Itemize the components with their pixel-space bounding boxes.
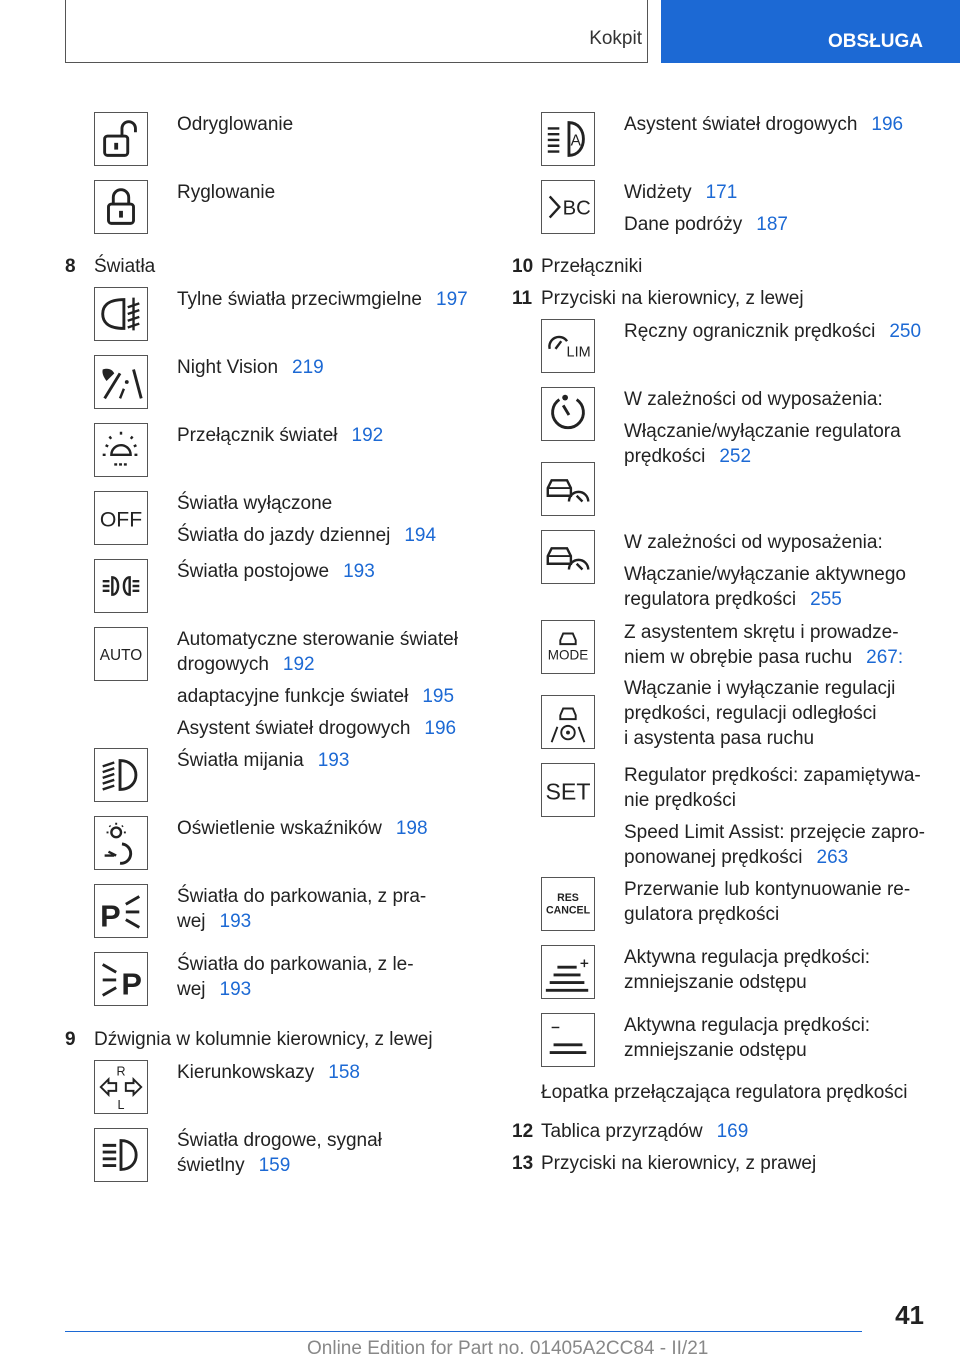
page-ref: 196: [871, 114, 904, 135]
section-heading: Tablica przyrządów 169: [541, 1121, 749, 1142]
item-label: Aktywna regulacja prędkości:: [624, 947, 871, 968]
page-ref: 193: [343, 561, 375, 582]
item-label: Światła do parkowania, z le-: [177, 954, 414, 975]
page-ref: 192: [351, 425, 384, 446]
bc-label: BC: [562, 197, 591, 220]
item-label: Aktywna regulacja prędkości:: [624, 1015, 871, 1036]
item-label: Przełącznik świateł 192: [177, 425, 384, 446]
item-label: nie prędkości: [624, 790, 736, 811]
item-label: Włączanie i wyłączanie regulacji: [624, 678, 896, 699]
item-label: Asystent świateł drogowych 196: [177, 718, 457, 739]
item-label: wej 193: [177, 911, 252, 932]
cancel-label: CANCEL: [545, 904, 591, 917]
item-number: 9: [65, 1029, 76, 1050]
lights-off-icon: [94, 491, 148, 545]
page-ref: 193: [317, 750, 350, 771]
mode-label: MODE: [547, 647, 589, 663]
page-ref: 158: [328, 1062, 360, 1083]
page-ref: 198: [395, 818, 428, 839]
page-ref: 195: [422, 686, 455, 707]
driving-assistant-icon: [541, 695, 595, 749]
item-label: Widżety 171: [624, 182, 738, 203]
page-ref: 252: [719, 446, 752, 467]
item-label: Ryglowanie: [177, 182, 276, 203]
item-label: W zależności od wyposażenia:: [624, 532, 883, 553]
set-label: SET: [545, 778, 591, 805]
p-label: P: [100, 898, 121, 934]
item-label: Oświetlenie wskaźników 198: [177, 818, 428, 839]
item-label: Włączanie/wyłączanie aktywnego: [624, 564, 906, 585]
section-heading: Dźwignia w kolumnie kierownicy, z lewej: [94, 1029, 433, 1050]
item-label: zmniejszanie odstępu: [624, 972, 807, 993]
off-label: OFF: [99, 508, 143, 532]
page-ref: 187: [756, 214, 788, 235]
item-label: Night Vision 219: [177, 357, 324, 378]
page-ref: 267:: [866, 647, 904, 668]
item-label: regulatora prędkości 255: [624, 589, 842, 610]
item-label: ponowanej prędkości 263: [624, 847, 849, 868]
section-heading: Światła: [94, 256, 156, 277]
page-ref: 193: [219, 979, 252, 1000]
bc-button-icon: [541, 180, 595, 234]
page-ref: 255: [810, 589, 842, 610]
item-label: Światła mijania 193: [177, 750, 350, 771]
item-number: 8: [65, 256, 76, 277]
item-label: Odryglowanie: [177, 114, 294, 135]
res-label: RES: [557, 892, 579, 905]
item-label: Włączanie/wyłączanie regulatora: [624, 421, 901, 442]
instrument-lighting-icon: [94, 816, 148, 870]
item-label: Speed Limit Assist: przejęcie zapro-: [624, 822, 925, 843]
item-label: drogowych 192: [177, 654, 315, 675]
section-title: Kokpit: [589, 28, 642, 49]
section-heading: Przełączniki: [541, 256, 643, 277]
item-label: wej 193: [177, 979, 252, 1000]
mode-icon: [541, 620, 595, 674]
item-label: Łopatka przełączająca regulatora prędkości: [541, 1082, 908, 1103]
section-heading: Przyciski na kierownicy, z prawej: [541, 1153, 817, 1174]
page-ref: 219: [292, 357, 324, 378]
page-ref: 169: [716, 1121, 749, 1142]
item-number: 11: [512, 288, 533, 309]
item-label: świetlny 159: [177, 1155, 291, 1176]
item-label: Światła wyłączone: [177, 493, 333, 514]
item-label: adaptacyjne funkcje świateł 195: [177, 686, 455, 707]
item-label: prędkości 252: [624, 446, 752, 467]
item-label: Światła drogowe, sygnał: [177, 1130, 382, 1151]
page-number: 41: [895, 1300, 924, 1330]
lock-icon: [94, 180, 148, 234]
item-number: 10: [512, 256, 534, 277]
page-ref: 193: [219, 911, 252, 932]
page-ref: 197: [436, 289, 468, 310]
low-beam-icon: [94, 748, 148, 802]
a-label: A: [570, 132, 581, 150]
night-vision-icon: [94, 355, 148, 409]
item-label: Światła do jazdy dziennej 194: [177, 525, 437, 546]
page-ref: 196: [424, 718, 457, 739]
set-icon: [541, 763, 595, 817]
lim-label: LIM: [566, 344, 591, 361]
item-label: niem w obrębie pasa ruchu 267:: [624, 647, 904, 668]
light-switch-icon: [94, 423, 148, 477]
item-number: 13: [512, 1153, 534, 1174]
section-heading: Przyciski na kierownicy, z lewej: [541, 288, 804, 309]
p-label: P: [121, 966, 142, 1002]
rear-fog-light-icon: [94, 287, 148, 341]
r-label: R: [116, 1064, 126, 1079]
chapter-title: OBSŁUGA: [828, 31, 923, 52]
item-number: 12: [512, 1121, 534, 1142]
page-ref: 263: [816, 847, 849, 868]
parking-light-right-icon: [94, 884, 148, 938]
page-ref: 250: [889, 321, 922, 342]
high-beam-icon: [94, 1128, 148, 1182]
item-label: Automatyczne sterowanie świateł: [177, 629, 458, 650]
auto-label: AUTO: [99, 646, 143, 664]
item-label: Światła do parkowania, z pra-: [177, 886, 427, 907]
speed-limiter-icon: [541, 319, 595, 373]
cruise-control-icon: [541, 387, 595, 441]
active-cruise-control-icon: [541, 530, 595, 584]
item-label: prędkości, regulacji odległości: [624, 703, 877, 724]
page-ref: 194: [404, 525, 437, 546]
car-gauge-icon: [541, 462, 595, 516]
unlock-icon: [94, 112, 148, 166]
item-label: W zależności od wyposażenia:: [624, 389, 883, 410]
parking-lights-icon: [94, 559, 148, 613]
high-beam-assist-icon: [541, 112, 595, 166]
item-label: Asystent świateł drogowych 196: [624, 114, 904, 135]
chapter-tab: [661, 0, 960, 63]
distance-plus-icon: [541, 945, 595, 999]
l-label: L: [117, 1098, 125, 1113]
page-ref: 159: [258, 1155, 291, 1176]
parking-light-left-icon: [94, 952, 148, 1006]
item-label: Kierunkowskazy 158: [177, 1062, 360, 1083]
page-ref: 171: [705, 182, 738, 203]
item-label: i asystenta pasa ruchu: [624, 728, 815, 749]
auto-lights-icon: [94, 627, 148, 681]
footer-rule: [65, 1331, 862, 1332]
edition-note: Online Edition for Part no. 01405A2CC84 - II/21: [307, 1338, 709, 1359]
item-label: Dane podróży 187: [624, 214, 788, 235]
item-label: gulatora prędkości: [624, 904, 780, 925]
page-ref: 192: [282, 654, 315, 675]
turn-signal-icon: [94, 1060, 148, 1114]
item-label: Światła postojowe 193: [177, 561, 375, 582]
item-label: Ręczny ogranicznik prędkości 250: [624, 321, 922, 342]
item-label: Z asystentem skrętu i prowadze-: [624, 622, 899, 643]
item-label: Regulator prędkości: zapamiętywa-: [624, 765, 921, 786]
distance-minus-icon: [541, 1013, 595, 1067]
item-label: Tylne światła przeciwmgielne 197: [177, 289, 468, 310]
item-label: zmniejszanie odstępu: [624, 1040, 807, 1061]
header-left-frame: [65, 0, 648, 63]
res-cancel-icon: [541, 877, 595, 931]
item-label: Przerwanie lub kontynuowanie re-: [624, 879, 911, 900]
